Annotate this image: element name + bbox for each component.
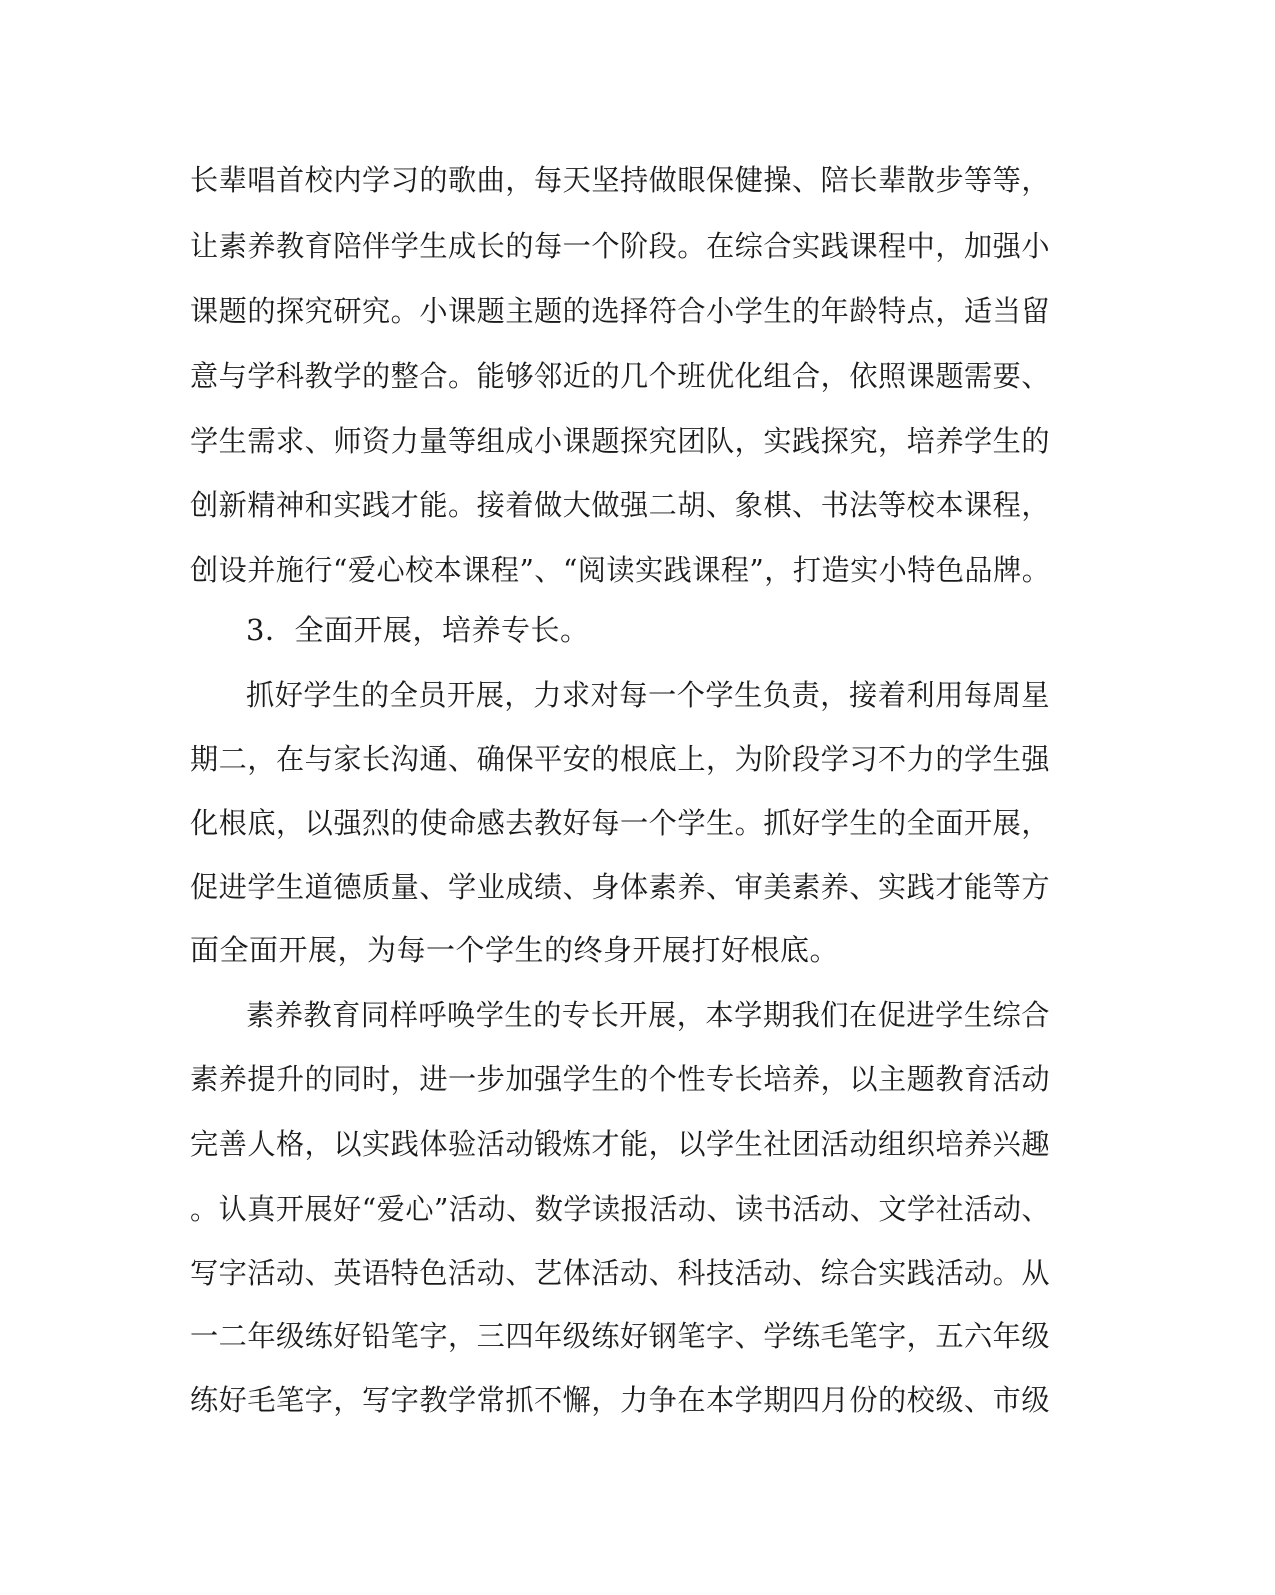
- text-line: 完善人格，以实践体验活动锻炼才能，以学生社团活动组织培养兴趣: [190, 1127, 1051, 1161]
- paragraph-start: 抓好学生的全员开展，力求对每一个学生负责，接着利用每周星: [246, 678, 1051, 712]
- text-line: 化根底，以强烈的使命感去教好每一个学生。抓好学生的全面开展，: [190, 806, 1051, 840]
- paragraph-start: 素养教育同样呼唤学生的专长开展，本学期我们在促进学生综合: [246, 998, 1051, 1032]
- text-line: 面全面开展，为每一个学生的终身开展打好根底。: [190, 933, 840, 967]
- text-line: 练好毛笔字，写字教学常抓不懈，力争在本学期四月份的校级、市级: [190, 1383, 1051, 1417]
- text-line: 学生需求、师资力量等组成小课题探究团队，实践探究，培养学生的: [190, 424, 1051, 458]
- text-line: 课题的探究研究。小课题主题的选择符合小学生的年龄特点，适当留: [190, 294, 1051, 328]
- text-line: 。认真开展好“爱心”活动、数学读报活动、读书活动、文学社活动、: [190, 1192, 1051, 1226]
- text-line: 素养提升的同时，进一步加强学生的个性专长培养，以主题教育活动: [190, 1062, 1051, 1096]
- text-line: 创新精神和实践才能。接着做大做强二胡、象棋、书法等校本课程，: [190, 488, 1051, 522]
- text-line: 创设并施行“爱心校本课程”、“阅读实践课程”，打造实小特色品牌。: [190, 553, 1051, 587]
- text-line: 一二年级练好铅笔字，三四年级练好钢笔字、学练毛笔字，五六年级: [190, 1319, 1051, 1353]
- text-line: 促进学生道德质量、学业成绩、身体素养、审美素养、实践才能等方: [190, 870, 1051, 904]
- section-heading: 3．全面开展，培养专长。: [246, 613, 590, 647]
- text-line: 长辈唱首校内学习的歌曲，每天坚持做眼保健操、陪长辈散步等等，: [190, 163, 1051, 197]
- text-line: 让素养教育陪伴学生成长的每一个阶段。在综合实践课程中，加强小: [190, 229, 1051, 263]
- text-line: 期二，在与家长沟通、确保平安的根底上，为阶段学习不力的学生强: [190, 742, 1051, 776]
- text-line: 意与学科教学的整合。能够邻近的几个班优化组合，依照课题需要、: [190, 359, 1051, 393]
- text-line: 写字活动、英语特色活动、艺体活动、科技活动、综合实践活动。从: [190, 1256, 1051, 1290]
